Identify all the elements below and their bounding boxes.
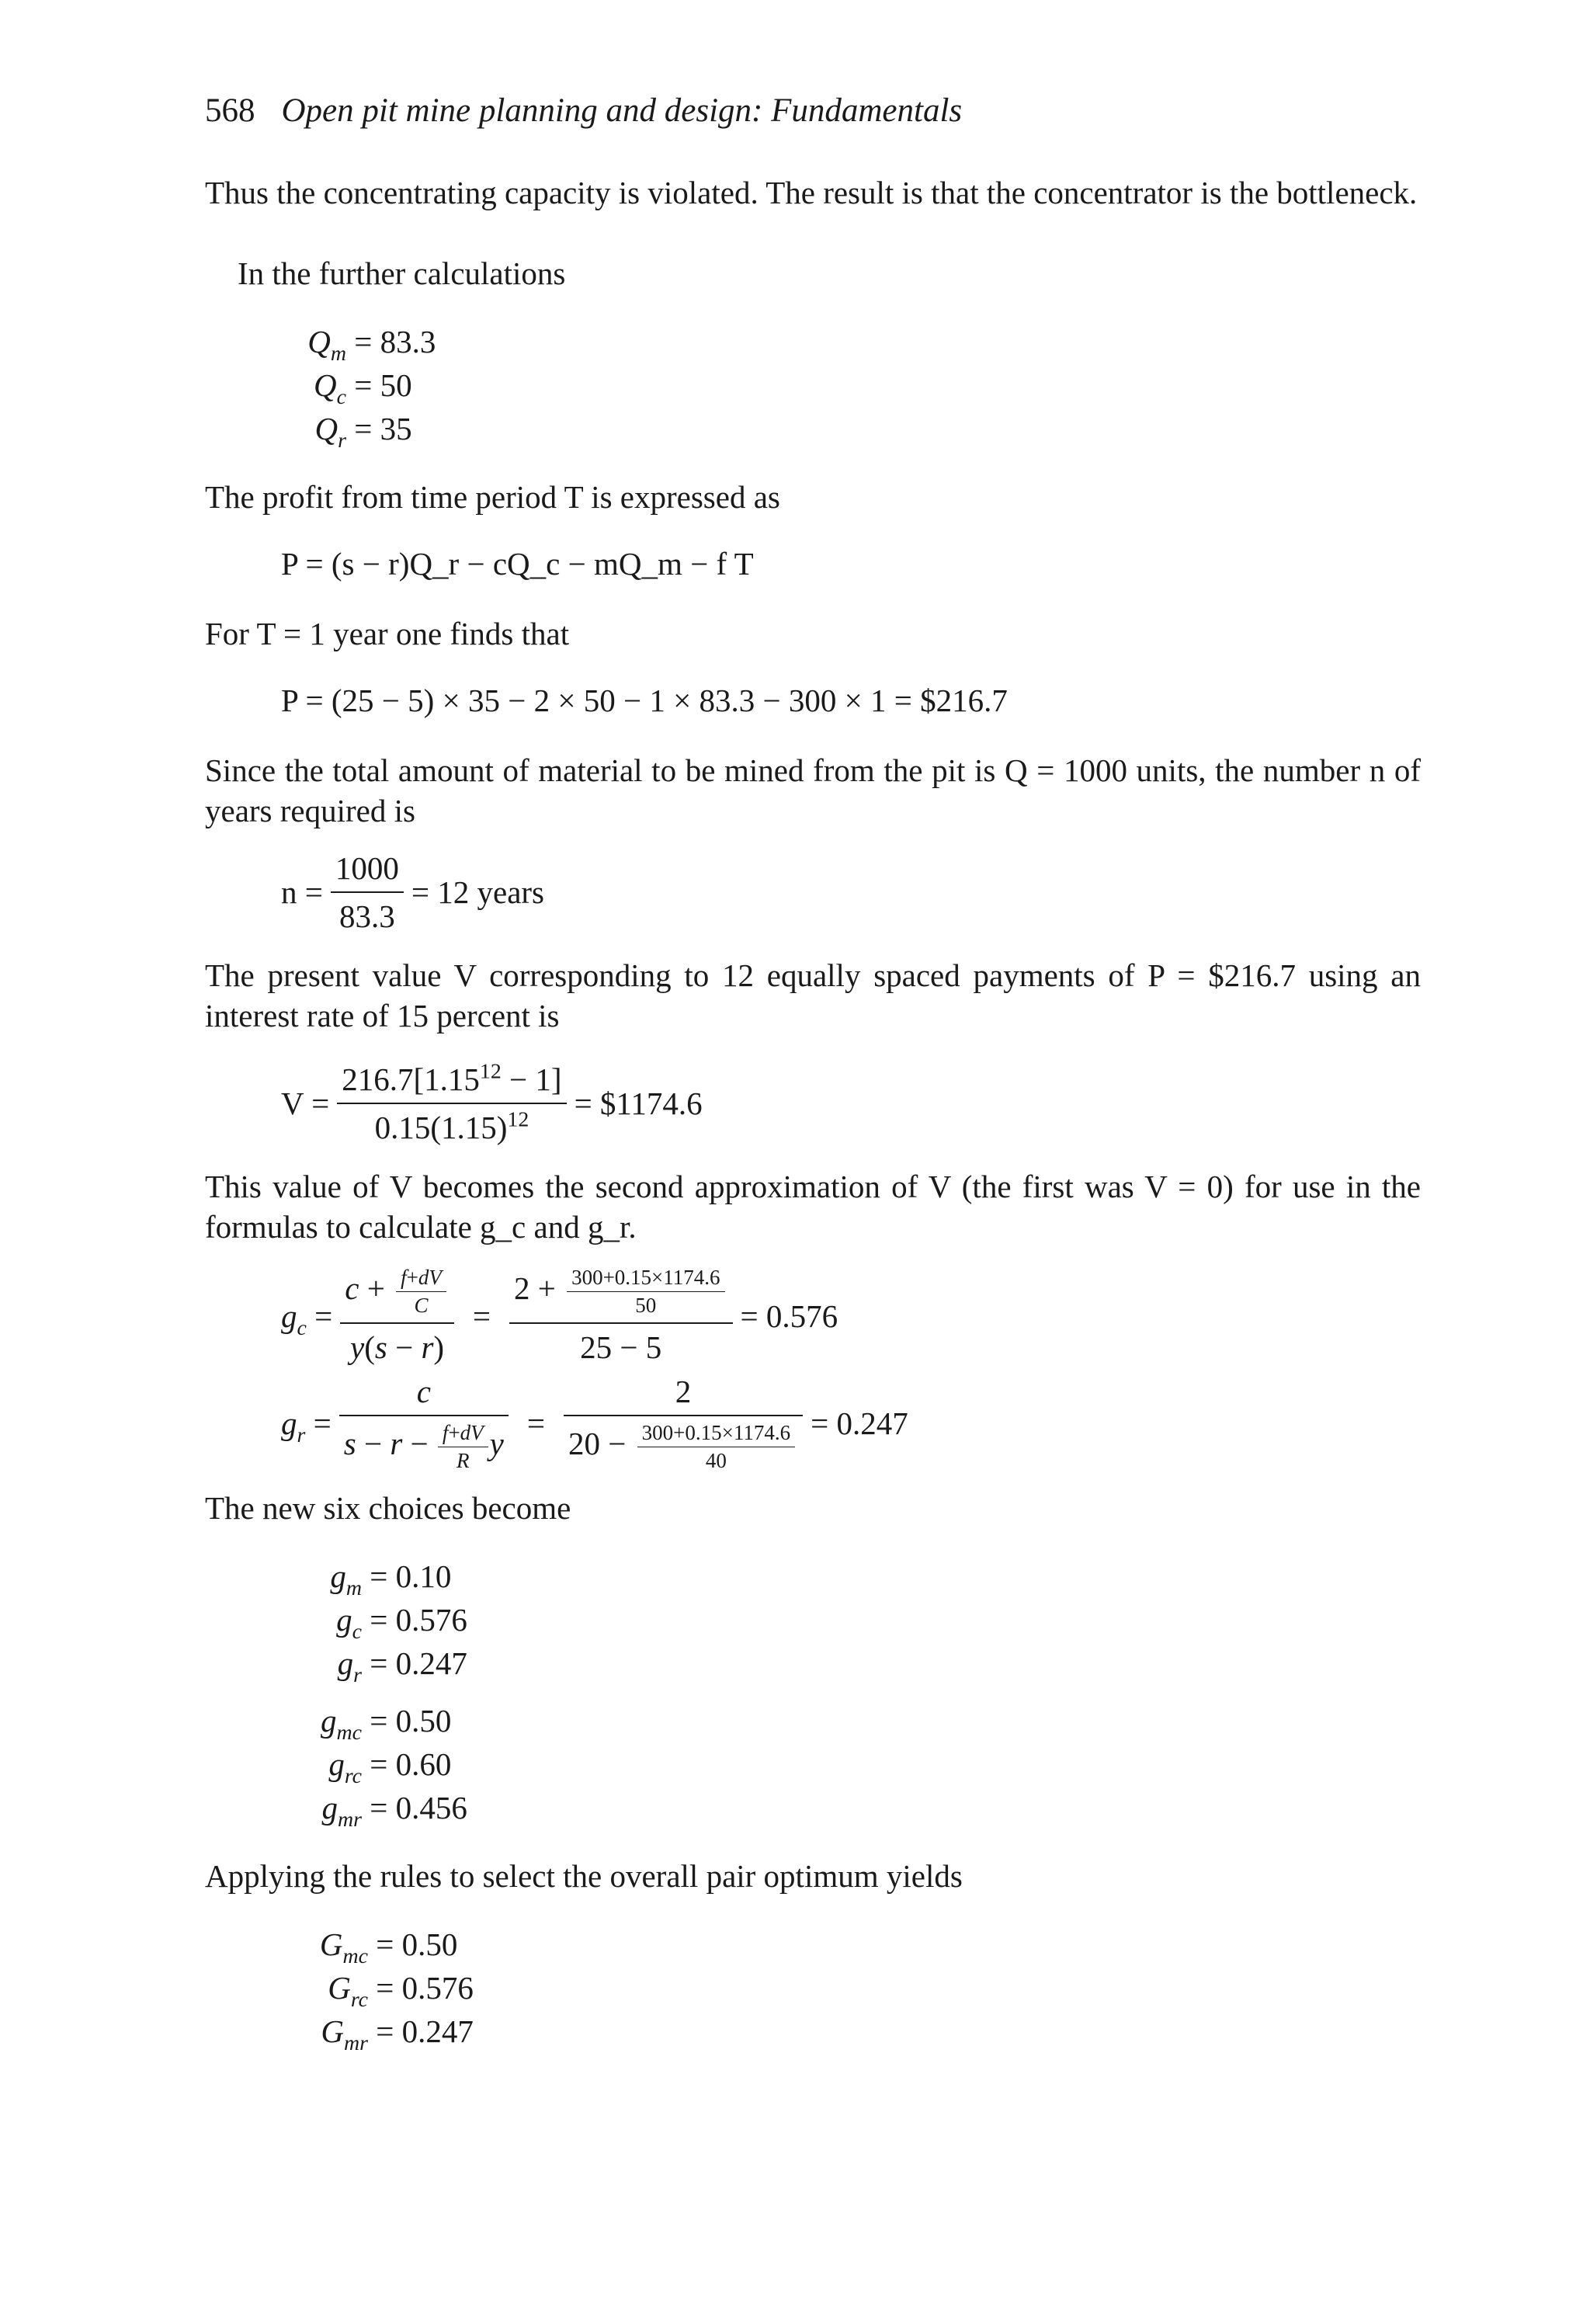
equation-gmr: $g_{mr} = 0.456$ <box>321 1790 467 1832</box>
equation-present-value: V = $\frac{216.7[1.15^{12} - 1]}{0.15(1.15)^{12}}$ = $1174.6 <box>281 1059 703 1145</box>
paragraph-six-choices: The new six choices become <box>205 1490 571 1526</box>
equation-gmc: $g_{mc} = 0.50$ <box>320 1703 452 1745</box>
fraction-gr-numeric: 2 20 − $\frac{300+0.15\times 1174.6}{40}$ <box>564 1373 803 1473</box>
equation-grc: $g_{rc} = 0.60$ <box>328 1746 452 1788</box>
paragraph-years-required: Since the total amount of material to be mined from the pit is Q = 1000 units, the number n of years required is <box>205 752 1421 829</box>
fraction-gc-numeric: 2 + $\frac{300+0.15\times 1174.6}{50}$ 25 − 5 <box>509 1266 733 1366</box>
equation-Gmr: $G_{mr} = 0.247$ <box>321 2013 474 2055</box>
equation-gc: $g_c$ = c + $\frac{f+dV}{C}$ y(s − r) = 2 + $\frac{300+0.15\times 1174.6}{50}$ 25 − 5 = 0.576 <box>281 1266 838 1365</box>
equation-qr: $Q_r = 35$ <box>314 411 412 453</box>
equation-gm: $g_m = 0.10$ <box>330 1558 452 1600</box>
fraction-v: $\frac{216.7[1.15^{12} - 1]}{0.15(1.15)^{12}}$ <box>337 1061 566 1146</box>
equation-gr: $g_r$ = c s − r − $\frac{f+dV}{R}$ y = 2 20 − $\frac{300+0.15\times 1174.6}{40}$ = 0.247 <box>281 1374 908 1472</box>
page-header <box>205 92 962 130</box>
paragraph-further-calculations: In the further calculations <box>238 255 566 291</box>
fraction-gr-symbolic: c s − r − $\frac{f+dV}{R}$ y <box>339 1373 509 1473</box>
equation-qc: $Q_c = 50$ <box>314 367 412 409</box>
paragraph-t-one-year: For T = 1 year one finds that <box>205 616 570 651</box>
equation-profit: P = (s − r)Q_r − cQ_c − mQ_m − f T <box>281 546 754 582</box>
page-number: 568 <box>205 92 255 129</box>
equation-Gmc: $G_{mc} = 0.50$ <box>319 1926 458 1968</box>
equation-qm: $Q_m = 83.3$ <box>307 324 436 366</box>
paragraph-pair-optimum: Applying the rules to select the overall pair optimum yields <box>205 1858 963 1894</box>
equation-n-years: n = $\frac{1000}{83.3}$ = 12 years <box>281 850 545 934</box>
fraction-n: $\frac{1000}{83.3}$ <box>331 849 404 935</box>
equation-gc-value: $g_c = 0.576$ <box>336 1602 467 1644</box>
paragraph-profit-intro: The profit from time period T is expressed as <box>205 479 780 515</box>
equation-profit-value: P = (25 − 5) × 35 − 2 × 50 − 1 × 83.3 − 300 × 1 = $216.7 <box>281 683 1008 718</box>
equation-Grc: $G_{rc} = 0.576$ <box>328 1970 474 2012</box>
running-title: Open pit mine planning and design: Fundamentals <box>281 92 963 129</box>
paragraph-bottleneck: Thus the concentrating capacity is violated. The result is that the concentrator is the bottleneck. <box>205 175 1418 210</box>
paragraph-second-approximation: This value of V becomes the second approximation of V (the first was V = 0) for use in the formulas to calculate g_c and g_r. <box>205 1169 1421 1245</box>
fraction-gc-symbolic: c + $\frac{f+dV}{C}$ y(s − r) <box>340 1266 454 1366</box>
paragraph-present-value: The present value V corresponding to 12 equally spaced payments of P = $216.7 using an interest rate of 15 percent is <box>205 957 1421 1033</box>
equation-gr-value: $g_r = 0.247$ <box>337 1645 467 1687</box>
